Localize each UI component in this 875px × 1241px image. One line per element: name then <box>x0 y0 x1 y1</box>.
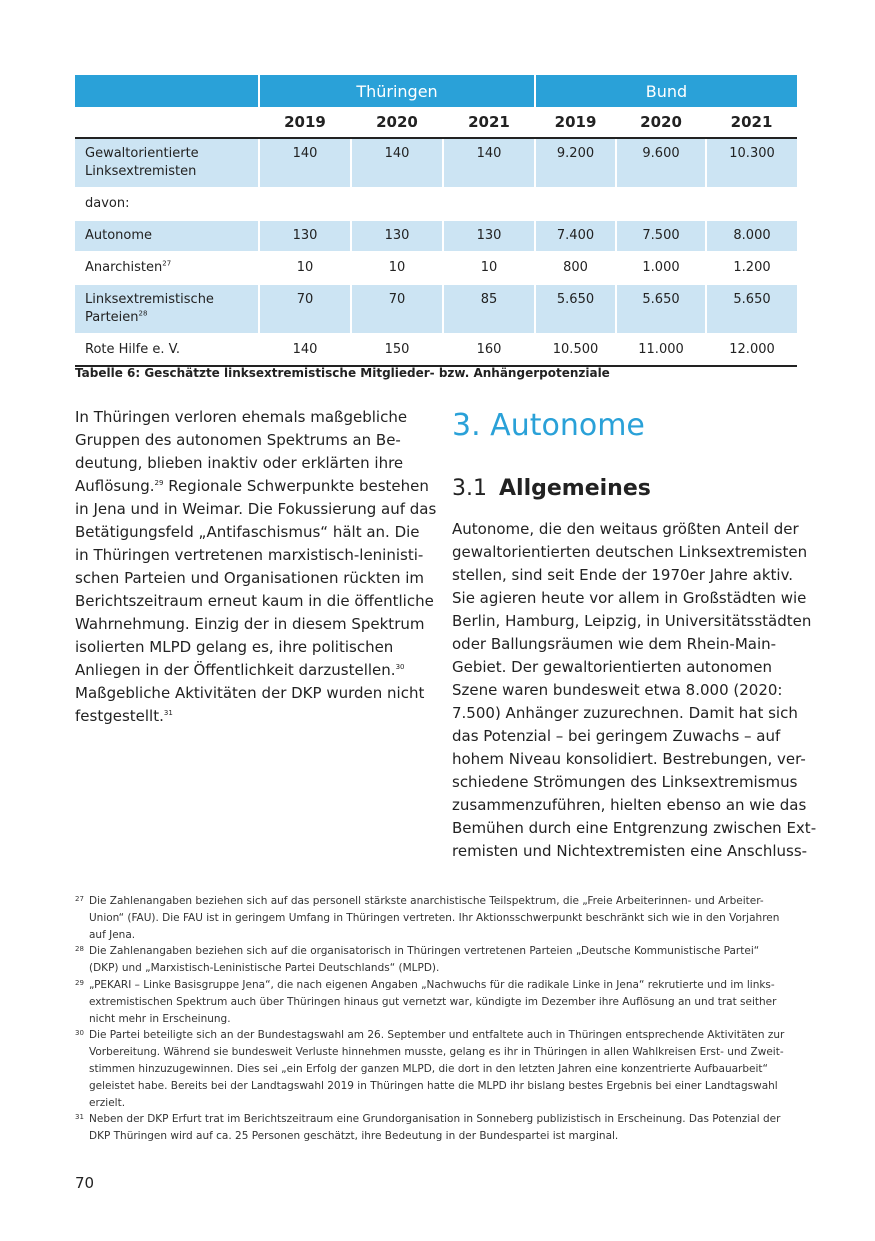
text-line: Autonome, die den weitaus größten Anteil der <box>452 520 799 538</box>
footnote-line: extremistischen Spektrum auch über Thüringen hinaus gut vernetzt war, kündigte im Dezember ihre Auflösung an und trat seither <box>89 995 777 1008</box>
text-line: Bemühen durch eine Entgrenzung zwischen Ext- <box>452 819 817 837</box>
text-line: gewaltorientierten deutschen Linksextremisten <box>452 543 808 561</box>
table-cell: 8.000 <box>706 220 797 252</box>
table-cell: 1.200 <box>706 252 797 284</box>
section-number: 3.1 <box>452 476 487 501</box>
text-line: In Thüringen verloren ehemals maßgebliche <box>75 408 408 426</box>
footnote <box>75 1111 800 1145</box>
footnote-ref: 29 <box>154 479 164 487</box>
row-label <box>75 138 259 188</box>
table-cell: 12.000 <box>706 334 797 366</box>
text-line: remisten und Nichtextremisten eine Anschluss- <box>452 842 808 860</box>
row-label-line: Linksextremistische <box>85 292 214 307</box>
section-heading <box>452 476 651 501</box>
footnote <box>75 893 800 943</box>
row-label: davon: <box>75 188 259 220</box>
table-cell: 11.000 <box>616 334 706 366</box>
text-fragment: Regionale Schwerpunkte bestehen <box>163 477 429 495</box>
text-line: schiedene Strömungen des Linksextremismus <box>452 773 798 791</box>
table-row <box>75 284 797 334</box>
footnote-line: (DKP) und „Marxistisch-Leninistische Partei Deutschlands“ (MLPD). <box>89 962 440 975</box>
row-label <box>75 252 259 284</box>
text-line: in Thüringen vertretenen marxistisch-leninisti- <box>75 546 424 564</box>
footnote-line: Vorbereitung. Während sie bundesweit Verluste hinnehmen musste, gelang es ihr in Thüringen in allen Wahlkreisen Erst- und Zweit- <box>89 1046 784 1059</box>
year-header: 2020 <box>351 107 443 138</box>
table-cell: 140 <box>259 334 351 366</box>
table-cell: 9.600 <box>616 138 706 188</box>
text-line: Berlin, Hamburg, Leipzig, in Universitätsstädten <box>452 612 812 630</box>
row-label: Rote Hilfe e. V. <box>75 334 259 366</box>
footnote-ref: 28 <box>138 309 148 318</box>
footnote-number: 31 <box>75 1113 84 1122</box>
text-line: isolierten MLPD gelang es, ihre politischen <box>75 638 394 656</box>
text-line: Gruppen des autonomen Spektrums an Be- <box>75 431 401 449</box>
table-cell: 140 <box>351 138 443 188</box>
footnote-number: 29 <box>75 978 84 987</box>
text-line: Gebiet. Der gewaltorientierten autonomen <box>452 658 773 676</box>
text-line: Berichtszeitraum erneut kaum in die öffentliche <box>75 592 434 610</box>
table-cell: 130 <box>351 220 443 252</box>
text-line <box>75 475 429 498</box>
text-line: oder Ballungsräumen wie dem Rhein-Main- <box>452 635 777 653</box>
row-label-line <box>85 309 248 327</box>
table-cell <box>706 188 797 220</box>
table-cell: 5.650 <box>706 284 797 334</box>
text-line <box>75 705 422 728</box>
table-cell: 10.300 <box>706 138 797 188</box>
footnote-number: 28 <box>75 945 84 954</box>
table-cell: 1.000 <box>616 252 706 284</box>
table-cell: 150 <box>351 334 443 366</box>
table-cell: 10.500 <box>535 334 616 366</box>
table-cell: 5.650 <box>535 284 616 334</box>
table-cell <box>443 188 535 220</box>
text-line <box>75 659 422 682</box>
year-header: 2019 <box>259 107 351 138</box>
table-cell: 130 <box>443 220 535 252</box>
year-header: 2021 <box>443 107 535 138</box>
left-text-column <box>75 406 437 728</box>
row-label-text: Parteien <box>85 310 139 325</box>
statistics-table <box>75 75 797 367</box>
text-line: Betätigungsfeld „Antifaschismus“ hält an. Die <box>75 523 420 541</box>
text-line: Sie agieren heute vor allem in Großstädten wie <box>452 589 807 607</box>
text-line: Maßgebliche Aktivitäten der DKP wurden nicht <box>75 684 425 702</box>
footnote <box>75 1027 800 1111</box>
footnote-number: 27 <box>75 895 84 903</box>
footnote <box>75 943 800 977</box>
table-row <box>75 220 797 252</box>
text-line: in Jena und in Weimar. Die Fokussierung auf das <box>75 500 437 518</box>
table-cell: 140 <box>443 138 535 188</box>
footnote-line: auf Jena. <box>89 928 136 941</box>
chapter-title: Autonome <box>490 408 645 443</box>
table-cell <box>259 188 351 220</box>
footnote <box>75 977 800 1027</box>
table-cell: 70 <box>259 284 351 334</box>
chapter-number: 3. <box>452 408 481 443</box>
right-text-column <box>452 518 817 863</box>
group-header-thueringen: Thüringen <box>259 75 535 107</box>
table-cell: 160 <box>443 334 535 366</box>
text-line: zusammenzuführen, hielten ebenso an wie das <box>452 796 807 814</box>
text-line: schen Parteien und Organisationen rückten im <box>75 569 424 587</box>
table-row <box>75 138 797 188</box>
table-cell: 7.500 <box>616 220 706 252</box>
table-cell: 10 <box>259 252 351 284</box>
footnote-line: stimmen hinzuzugewinnen. Dies sei „ein Erfolg der ganzen MLPD, die dort in den letzten Jahren eine konzentrierte Aufbauarbeit“ <box>89 1062 768 1075</box>
year-header: 2021 <box>706 107 797 138</box>
table-cell: 10 <box>351 252 443 284</box>
group-header-bund: Bund <box>535 75 797 107</box>
table-row <box>75 252 797 284</box>
chapter-heading <box>452 408 645 443</box>
row-label: Autonome <box>75 220 259 252</box>
footnote-line: „PEKARI – Linke Basisgruppe Jena“, die nach eigenen Angaben „Nachwuchs für die radikale Linke in Jena“ rekrutierte und im links- <box>89 978 775 991</box>
table-cell <box>535 188 616 220</box>
table-corner-cell <box>75 75 259 107</box>
footnote-line: Die Zahlenangaben beziehen sich auf das personell stärkste anarchistische Teilspektrum, die „Freie Arbeiterinnen- und Arbeiter- <box>89 895 764 907</box>
footnote-line: DKP Thüringen wird auf ca. 25 Personen geschätzt, ihre Bedeutung in der Bundespartei ist marginal. <box>89 1130 619 1143</box>
table-cell: 70 <box>351 284 443 334</box>
table-year-header-row <box>75 107 797 138</box>
table-cell: 140 <box>259 138 351 188</box>
footnote-ref: 30 <box>395 663 405 671</box>
text-line: deutung, blieben inaktiv oder erklärten ihre <box>75 454 404 472</box>
text-line: Wahrnehmung. Einzig der in diesem Spektrum <box>75 615 425 633</box>
footnote-number: 30 <box>75 1029 84 1038</box>
table-cell: 10 <box>443 252 535 284</box>
year-header: 2020 <box>616 107 706 138</box>
footnote-line: Neben der DKP Erfurt trat im Berichtszeitraum eine Grundorganisation in Sonneberg publizistisch in Erscheinung. Das Potenzial der <box>89 1113 781 1126</box>
footnote-ref: 27 <box>162 259 172 268</box>
text-fragment: festgestellt. <box>75 707 164 725</box>
table-cell <box>616 188 706 220</box>
footnote-line: geleistet habe. Bereits bei der Landtagswahl 2019 in Thüringen hatte die MLPD ihr bislang bestes Ergebnis bei einer Landtagswahl <box>89 1079 778 1092</box>
row-label-text: Anarchisten <box>85 260 163 275</box>
footnote-ref: 31 <box>163 709 173 717</box>
table-cell: 130 <box>259 220 351 252</box>
text-line: stellen, sind seit Ende der 1970er Jahre aktiv. <box>452 566 794 584</box>
year-header-blank <box>75 107 259 138</box>
footnote-line: erzielt. <box>89 1096 126 1109</box>
footnotes <box>75 893 800 1145</box>
footnote-line: nicht mehr in Erscheinung. <box>89 1012 231 1025</box>
row-label-line: Linksextremisten <box>85 164 197 179</box>
text-line: Szene waren bundesweit etwa 8.000 (2020: <box>452 681 783 699</box>
table-row <box>75 188 797 220</box>
text-line: das Potenzial – bei geringem Zuwachs – auf <box>452 727 781 745</box>
footnote-line: Union“ (FAU). Die FAU ist in geringem Umfang in Thüringen vertreten. Ihr Aktionsschwerpunkt beschränkt sich wie in den Vorjahren <box>89 911 780 924</box>
table-group-header-row <box>75 75 797 107</box>
table-cell: 7.400 <box>535 220 616 252</box>
text-line: 7.500) Anhänger zuzurechnen. Damit hat sich <box>452 704 798 722</box>
table-cell: 5.650 <box>616 284 706 334</box>
text-fragment: Auflösung. <box>75 477 155 495</box>
table-row <box>75 334 797 366</box>
table-caption: Tabelle 6: Geschätzte linksextremistische Mitglieder- bzw. Anhängerpotenziale <box>75 366 610 380</box>
table-cell <box>351 188 443 220</box>
section-title: Allgemeines <box>499 476 651 501</box>
row-label <box>75 284 259 334</box>
page-number: 70 <box>75 1174 95 1192</box>
row-label-line: Gewaltorientierte <box>85 146 199 161</box>
table-cell: 85 <box>443 284 535 334</box>
table-cell: 800 <box>535 252 616 284</box>
text-fragment: Anliegen in der Öffentlichkeit darzustellen. <box>75 661 396 679</box>
footnote-line: Die Zahlenangaben beziehen sich auf die organisatorisch in Thüringen vertretenen Parteien „Deutsche Kommunistische Partei“ <box>89 945 760 958</box>
footnote-line: Die Partei beteiligte sich an der Bundestagswahl am 26. September und entfaltete auch in Thüringen entsprechende Aktivitäten zur <box>89 1029 785 1042</box>
year-header: 2019 <box>535 107 616 138</box>
text-line: hohem Niveau konsolidiert. Bestrebungen, ver- <box>452 750 806 768</box>
table-cell: 9.200 <box>535 138 616 188</box>
